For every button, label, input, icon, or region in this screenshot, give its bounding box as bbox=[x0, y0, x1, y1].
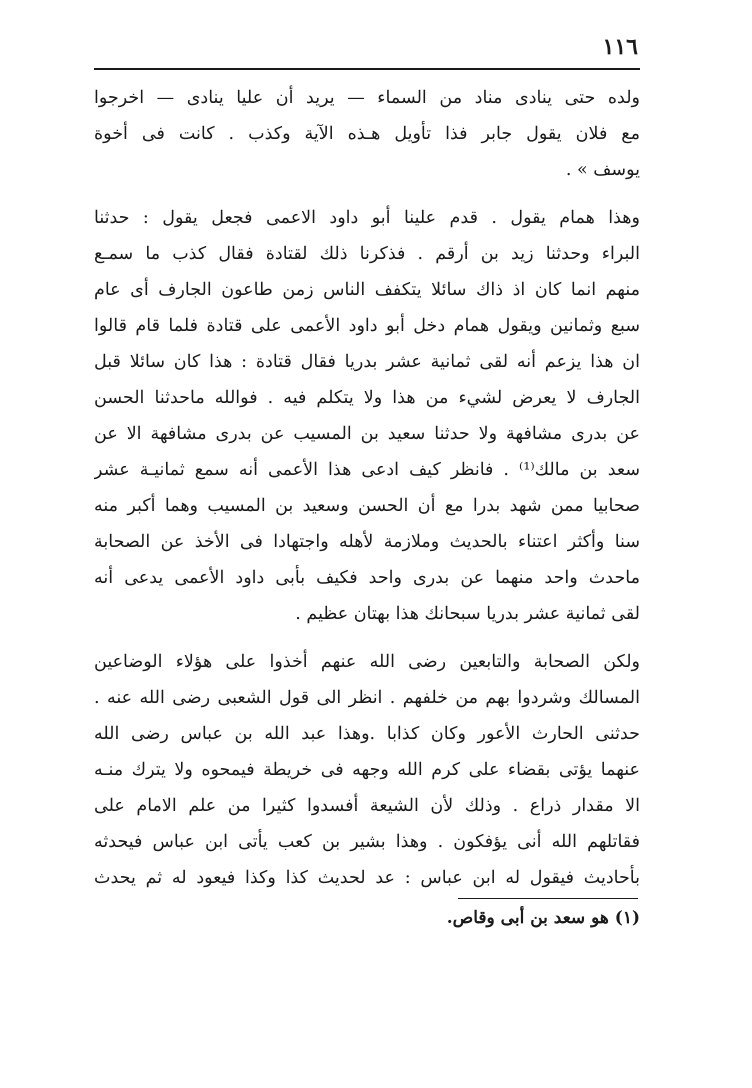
text-line: الجارف لا يعرض لشيء من هذا ولا يتكلم فيه . فوالله ماحدثنا الحسن bbox=[94, 388, 640, 408]
text-line: الا مقدار ذراع . وذلك لأن الشيعة أفسدوا كثيرا من علم الامام على bbox=[94, 796, 640, 816]
text-line: سعد بن مالك⁽¹⁾ . فانظر كيف ادعى هذا الأعمى أنه سمع ثمانيـة عشر bbox=[94, 460, 640, 480]
text-line: ولكن الصحابة والتابعين رضى الله عنهم أخذوا على هؤلاء الوضاعين bbox=[94, 652, 640, 672]
page-number: ١١٦ bbox=[602, 34, 638, 60]
paragraph-gap bbox=[94, 632, 640, 644]
paragraph-gap bbox=[94, 188, 640, 200]
text-line: مع فلان يقول جابر فذا تأويل هـذه الآية وكذب . كانت فى أخوة bbox=[94, 124, 640, 144]
text-line: بأحاديث فيقول له ابن عباس : عد لحديث كذا وكذا فيعود له ثم يحدث bbox=[94, 868, 640, 888]
footnote: (١) هو سعد بن أبى وقاص. bbox=[446, 908, 640, 928]
text-line: سنا وأكثر اعتناء بالحديث وملازمة لأهله واجتهادا فى الأخذ عن الصحابة bbox=[94, 532, 640, 552]
text-line: ماحدث واحد منهما عن بدرى واحد فكيف بأبى داود الأعمى يدعى أنه bbox=[94, 568, 640, 588]
text-line: عنهما يؤتى بقضاء على كرم الله وجهه فى خريطة فيمحوه ولا يترك منـه bbox=[94, 760, 640, 780]
text-line: وهذا همام يقول . قدم علينا أبو داود الاعمى فجعل يقول : حدثنا bbox=[94, 208, 640, 228]
paragraph bbox=[94, 644, 640, 896]
text-line: ان هذا يزعم أنه لقى ثمانية عشر بدريا فقال قتادة : هذا كان سائلا قبل bbox=[94, 352, 640, 372]
footnote-rule bbox=[458, 898, 638, 899]
text-line: البراء وحدثنا زيد بن أرقم . فذكرنا ذلك لقتادة فقال كذب ما سمـع bbox=[94, 244, 640, 264]
header-rule bbox=[94, 68, 640, 70]
paragraph bbox=[94, 80, 640, 188]
text-line: سبع وثمانين ويقول همام دخل أبو داود الأعمى على قتادة فلما قام قالوا bbox=[94, 316, 640, 336]
paragraph bbox=[94, 200, 640, 632]
body-text bbox=[94, 80, 640, 896]
text-line: يوسف » . bbox=[565, 160, 640, 180]
text-line: لقى ثمانية عشر بدريا سبحانك هذا بهتان عظيم . bbox=[295, 604, 640, 624]
text-line: عن بدرى مشافهة ولا حدثنا سعيد بن المسيب عن بدرى مشافهة الا عن bbox=[94, 424, 640, 444]
text-line: حدثنى الحارث الأعور وكان كذابا .وهذا عبد الله بن عباس رضى الله bbox=[94, 724, 640, 744]
text-line: منهم انما كان اذ ذاك سائلا يتكفف الناس زمن طاعون الجارف أى عام bbox=[94, 280, 640, 300]
text-line: المسالك وشردوا بهم من خلفهم . انظر الى قول الشعبى رضى الله عنه . bbox=[94, 688, 640, 708]
text-line: ولده حتى ينادى مناد من السماء — يريد أن عليا ينادى — اخرجوا bbox=[94, 88, 640, 108]
text-line: فقاتلهم الله أنى يؤفكون . وهذا بشير بن كعب يأتى ابن عباس فيحدثه bbox=[94, 832, 640, 852]
text-line: صحابيا ممن شهد بدرا مع أن الحسن وسعيد بن المسيب وهما أكبر منه bbox=[94, 496, 640, 516]
